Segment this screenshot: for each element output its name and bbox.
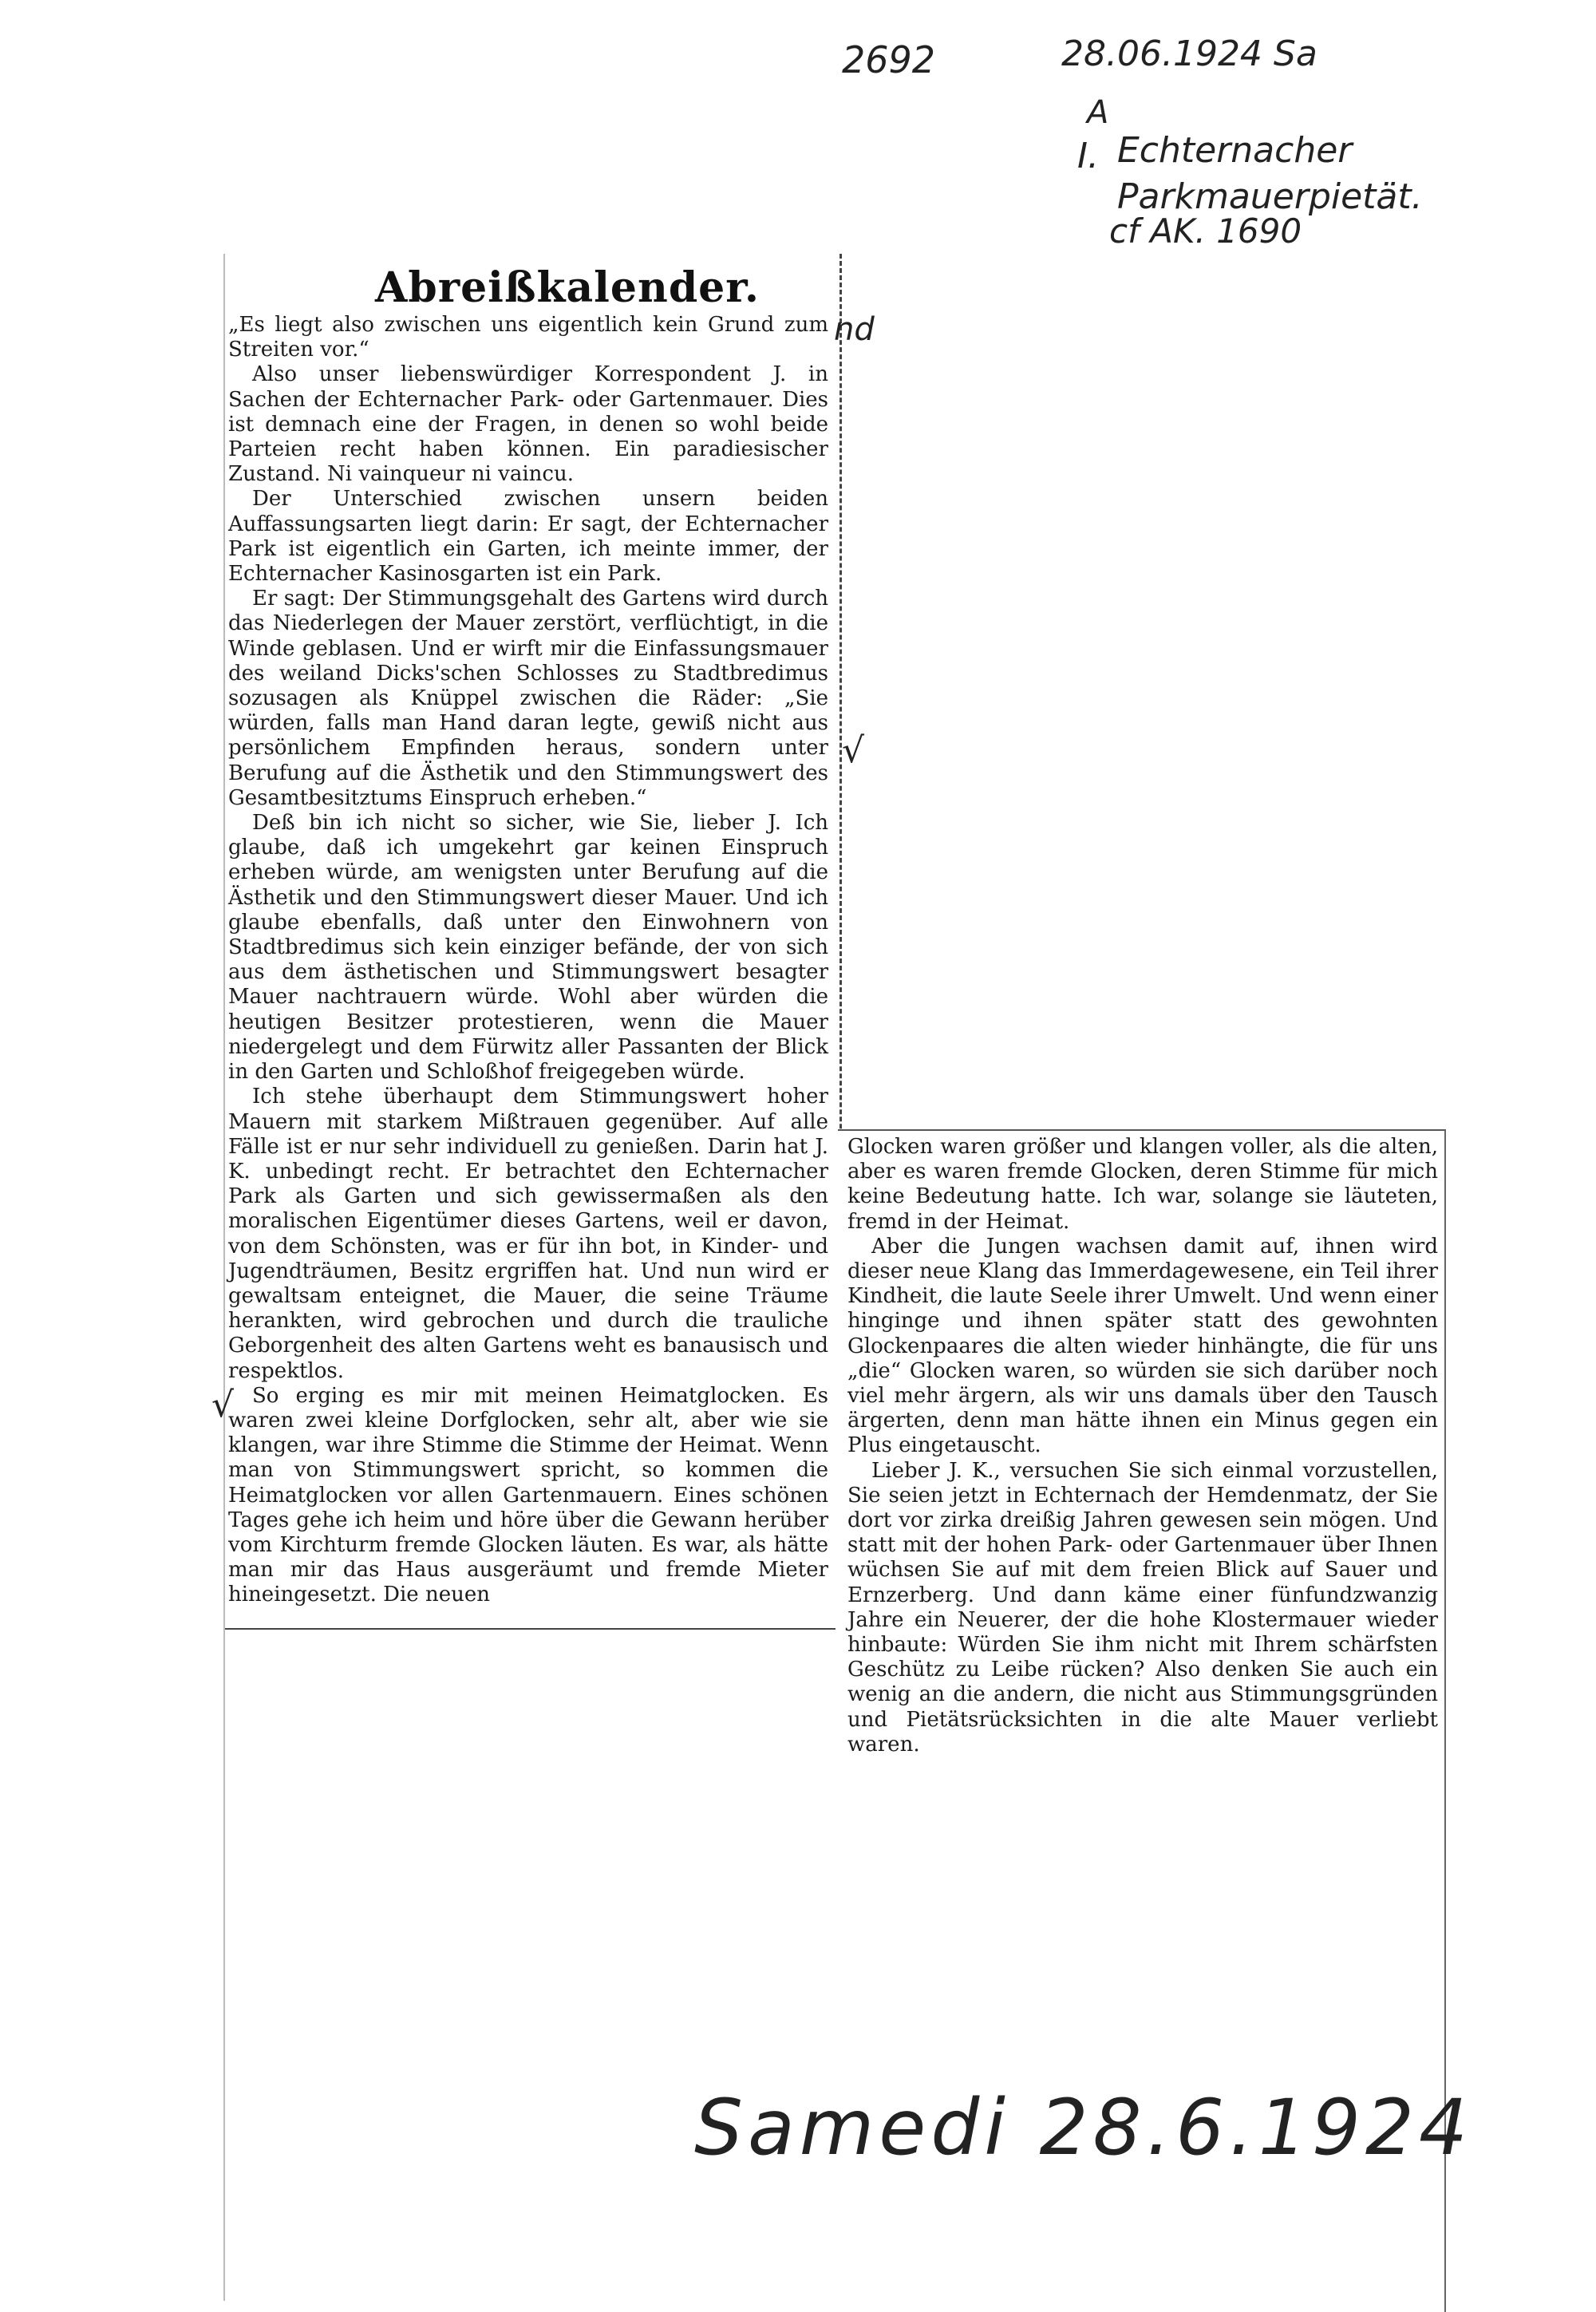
check-mark-icon: √ (211, 1385, 235, 1425)
archive-number: 2692 (842, 38, 936, 81)
article-paragraph: Lieber J. K., versuchen Sie sich einmal vorzustellen, Sie seien jetzt in Echternach der Hemdenmatz, der Sie dort vor zirka dreißig Jahren gewesen sein mögen. Und statt mit der hohen Park- oder Gartenmauer über Ihnen wüchsen Sie auf mit dem freien Blick auf Sauer und Ernzerberg. Und dann käme einer fünfundzwanzig Jahre ein Neuerer, der die hohe Klostermauer wieder hinbaute: Würden Sie ihm nicht mit Ihrem schärfsten Geschütz zu Leibe rücken? Also denken Sie auch ein wenig an die andern, die nicht aus Stimmungsgründen und Pietätsrücksichten in die alte Mauer verliebt waren. (847, 1458, 1438, 1757)
handwritten-reference: cf AK. 1690 (1109, 211, 1302, 251)
handwritten-date: 28.06.1924 Sa (1061, 34, 1317, 74)
article-title: Abreißkalender. (375, 263, 760, 312)
handwritten-bottom-date: Samedi 28.6.1924 (694, 2083, 1473, 2172)
article-paragraph: Also unser liebenswürdiger Korrespondent J. in Sachen der Echternacher Park- oder Gartenmauer. Dies ist demnach eine der Fragen, in denen so wohl beide Parteien recht haben können. Ein paradiesischer Zustand. Ni vainqueur ni vaincu. (228, 362, 828, 487)
article-column-right (847, 1135, 1438, 1757)
handwritten-letter: A (1087, 94, 1109, 131)
article-paragraph: Aber die Jungen wachsen damit auf, ihnen wird dieser neue Klang das Immerdagewesene, ein Teil ihrer Kindheit, die laute Seele ihrer Umwelt. Und wenn einer hinginge und ihnen später statt des gewohnten Glockenpaares die alten wieder hinhängte, die für uns „die“ Glocken waren, so würden sie sich darüber noch viel mehr ärgern, als wir uns damals über den Tausch ärgerten, denn man hätte ihnen ein Minus gegen ein Plus eingetauscht. (847, 1234, 1438, 1458)
article-paragraph: „Es liegt also zwischen uns eigentlich kein Grund zum Streiten vor.“ (228, 313, 828, 362)
article-column-left (228, 313, 828, 1608)
article-paragraph: Er sagt: Der Stimmungsgehalt des Gartens wird durch das Niederlegen der Mauer zerstört, verflüchtigt, in die Winde geblasen. Und er wirft mir die Einfassungsmauer des weiland Dicks'schen Schlosses zu Stadtbredimus sozusagen als Knüppel zwischen die Räder: „Sie würden, falls man Hand daran legte, gewiß nicht aus persönlichem Empfinden heraus, sondern unter Berufung auf die Ästhetik und den Stimmungswert des Gesamtbesitztums Einspruch erheben.“ (228, 587, 828, 810)
article-paragraph: Ich stehe überhaupt dem Stimmungswert hoher Mauern mit starkem Mißtrauen gegenüber. Auf alle Fälle ist er nur sehr individuell zu genießen. Darin hat J. K. unbedingt recht. Er betrachtet den Echternacher Park als Garten und sich gewissermaßen als den moralischen Eigentümer dieses Gartens, weil er davon, von dem Schönsten, was er für ihn bot, in Kinder- und Jugendträumen, Besitz ergriffen hat. Und nun wird er gewaltsam enteignet, die Mauer, die seine Träume herankten, wird gebrochen und durch die trauliche Geborgenheit des alten Gartens weht es banausisch und respektlos. (228, 1085, 828, 1383)
handwritten-subject: Echternacher Parkmauerpietät. (1117, 130, 1423, 217)
article-paragraph: So erging es mir mit meinen Heimatglocken. Es waren zwei kleine Dorfglocken, sehr alt, aber wie sie klangen, war ihre Stimme die Stimme der Heimat. Wenn man von Stimmungswert spricht, so kommen die Heimatglocken vor allen Gartenmauern. Eines schönen Tages gehe ich heim und höre über die Gewann herüber vom Kirchturm fremde Glocken läuten. Es war, als hätte man mir das Haus ausgeräumt und fremde Mieter hineingesetzt. Die neuen (228, 1383, 828, 1607)
handwritten-marker: I. (1077, 136, 1099, 176)
article-paragraph: Glocken waren größer und klangen voller, als die alten, aber es waren fremde Glocken, deren Stimme für mich keine Bedeutung hatte. Ich war, solange sie läuteten, fremd in der Heimat. (847, 1135, 1438, 1234)
handwritten-word-completion: nd (834, 311, 875, 348)
article-paragraph: Deß bin ich nicht so sicher, wie Sie, lieber J. Ich glaube, daß ich umgekehrt gar keinen Einspruch erheben würde, am wenigsten unter Berufung auf die Ästhetik und den Stimmungswert dieser Mauer. Und ich glaube ebenfalls, daß unter den Einwohnern von Stadtbredimus sich kein einziger befände, der von sich aus dem ästhetischen und Stimmungswert besagter Mauer nachtrauern würde. Wohl aber würden die heutigen Besitzer protestieren, wenn die Mauer niedergelegt und dem Fürwitz aller Passanten der Blick in den Garten und Schloßhof freigegeben würde. (228, 811, 828, 1085)
check-mark-icon: √ (842, 730, 865, 771)
column-divider (225, 1628, 836, 1630)
article-paragraph: Der Unterschied zwischen unsern beiden Auffassungsarten liegt darin: Er sagt, der Echternacher Park ist eigentlich ein Garten, ich meinte immer, der Echternacher Kasinosgarten ist ein Park. (228, 487, 828, 587)
